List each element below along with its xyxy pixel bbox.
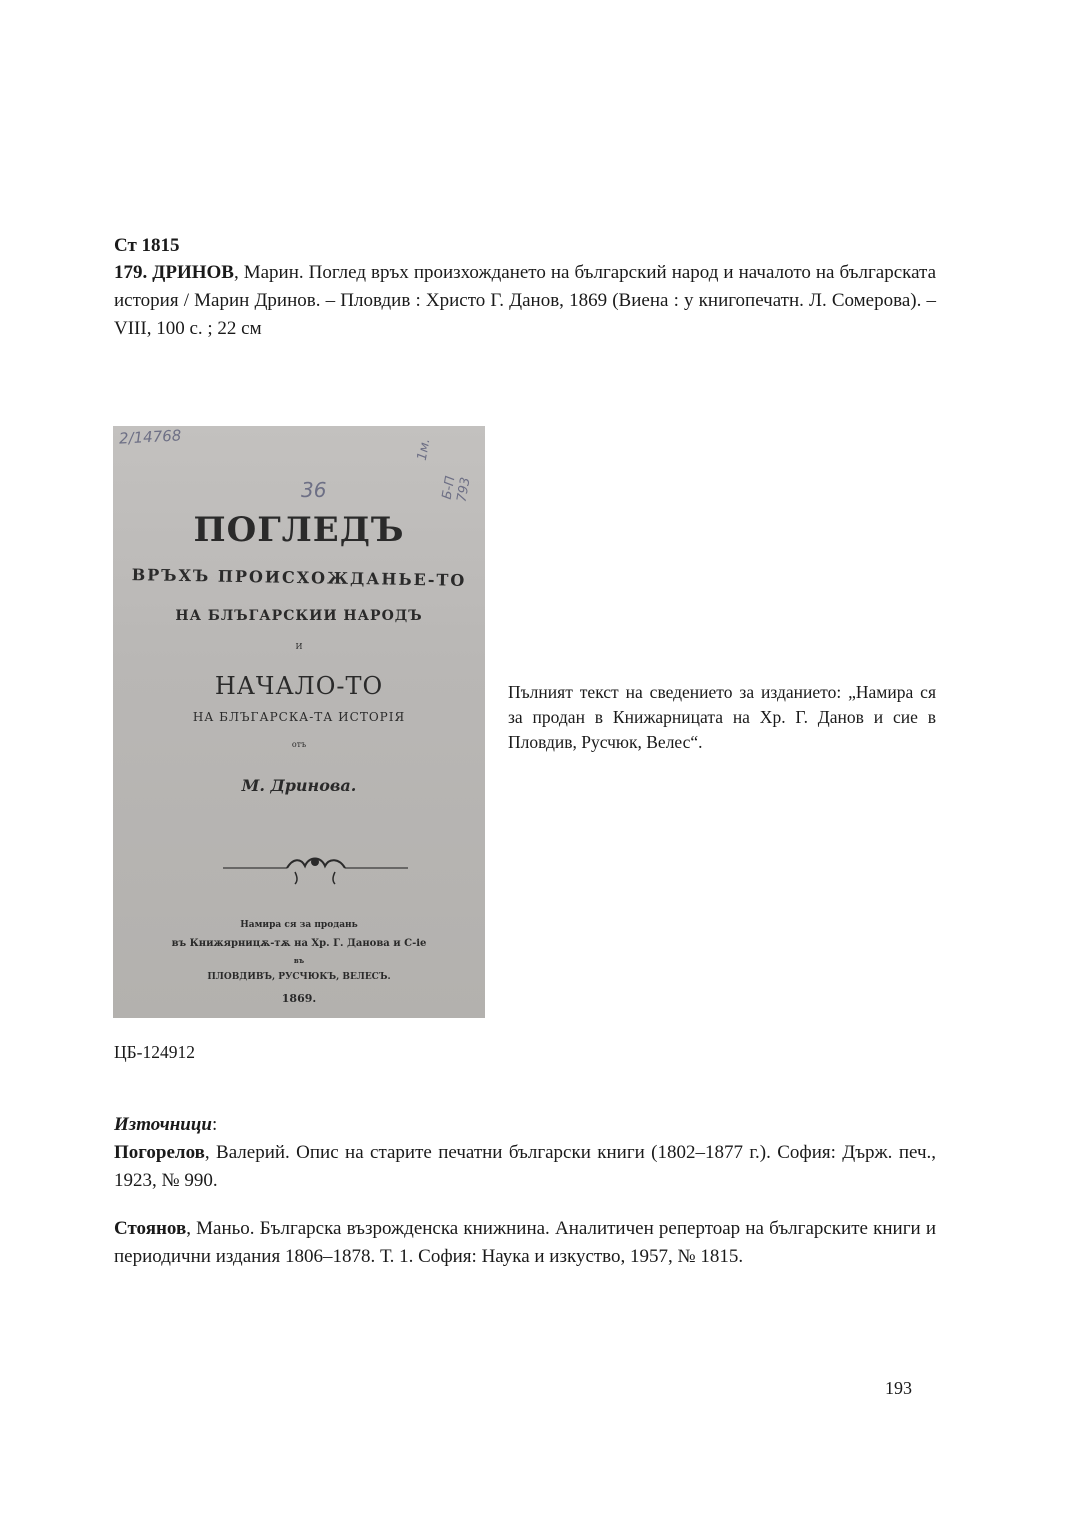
sources-heading-colon: : (211, 1114, 218, 1135)
cover-handwritten-mark-2: Б-П 793 (439, 474, 474, 504)
sources-heading-text: Източници (114, 1114, 212, 1135)
cover-subtitle-3: НА БЛЪГАРСКА-ТА ИСТОРІЯ (192, 710, 406, 724)
entry-code: Ст 1815 (114, 235, 180, 256)
entry-description: , Марин. Поглед връх произхождането на българский народ и началото на българската история / Марин Дринов. – Пловдив : Христо Г. Данов, 1869 (Виена : у книгопечатн. Л. Сомерова). – VIII, 100 с. ; 22 см (114, 262, 936, 339)
side-note: Пълният текст на сведението за изданието: „Намира ся за продан в Книжарницата на Хр. Г. Данов и сие в Пловдив, Русчюк, Велес“. (508, 682, 936, 752)
cover-subtitle-2: НА БЛЪГАРСКИИ НАРОДЪ (175, 608, 423, 624)
cover-title: ПОГЛЕДЪ (193, 510, 405, 550)
cover-author: М. Дринова. (241, 776, 357, 795)
cover-handwritten-mark-1: 1м. (414, 437, 434, 462)
source-text: , Валерий. Опис на старите печатни български книги (1802–1877 г.). София: Държ. печ., 1923, № 990. (114, 1142, 936, 1191)
cover-sale-line-1: Намира ся за продань (240, 920, 358, 930)
source-item (114, 1215, 936, 1271)
source-author: Погорелов (114, 1142, 205, 1163)
cover-title-2: НАЧАЛО-ТО (214, 672, 384, 700)
cover-handwritten-number: 36 (301, 478, 327, 502)
cover-conjunction: И (295, 642, 303, 651)
entry-number: 179. (114, 262, 148, 283)
source-text: , Маньо. Българска възрожденска книжнина. Аналитичен репертоар на българските книги и периодични издания 1806–1878. Т. 1. София: Наука и изкуство, 1957, № 1815. (114, 1218, 936, 1267)
cover-subtitle-1: ВРЪХЪ ПРОИСХОЖДАНЬЕ-ТО (131, 565, 467, 590)
source-author: Стоянов (114, 1218, 187, 1239)
cover-by: отъ (291, 740, 307, 749)
cover-handwritten-inventory: 2/14768 (118, 426, 182, 448)
book-cover-photo (113, 426, 485, 1018)
cover-sale-line-2: въ Книжярницѫ-тѫ на Хр. Г. Данова и С-іе (171, 938, 427, 949)
sources-heading (114, 1113, 217, 1137)
bibliographic-entry (114, 259, 936, 343)
cover-sale-line-3: въ (293, 956, 305, 965)
cover-cities: ПЛОВДИВЪ, РУСЧЮКЪ, ВЕЛЕСЪ. (207, 972, 391, 982)
cover-year: 1869. (281, 992, 317, 1005)
page-number: 193 (885, 1378, 912, 1398)
source-item (114, 1139, 936, 1195)
cover-ornament (223, 852, 408, 886)
call-number: ЦБ-124912 (114, 1042, 196, 1062)
entry-author: ДРИНОВ (152, 262, 234, 283)
